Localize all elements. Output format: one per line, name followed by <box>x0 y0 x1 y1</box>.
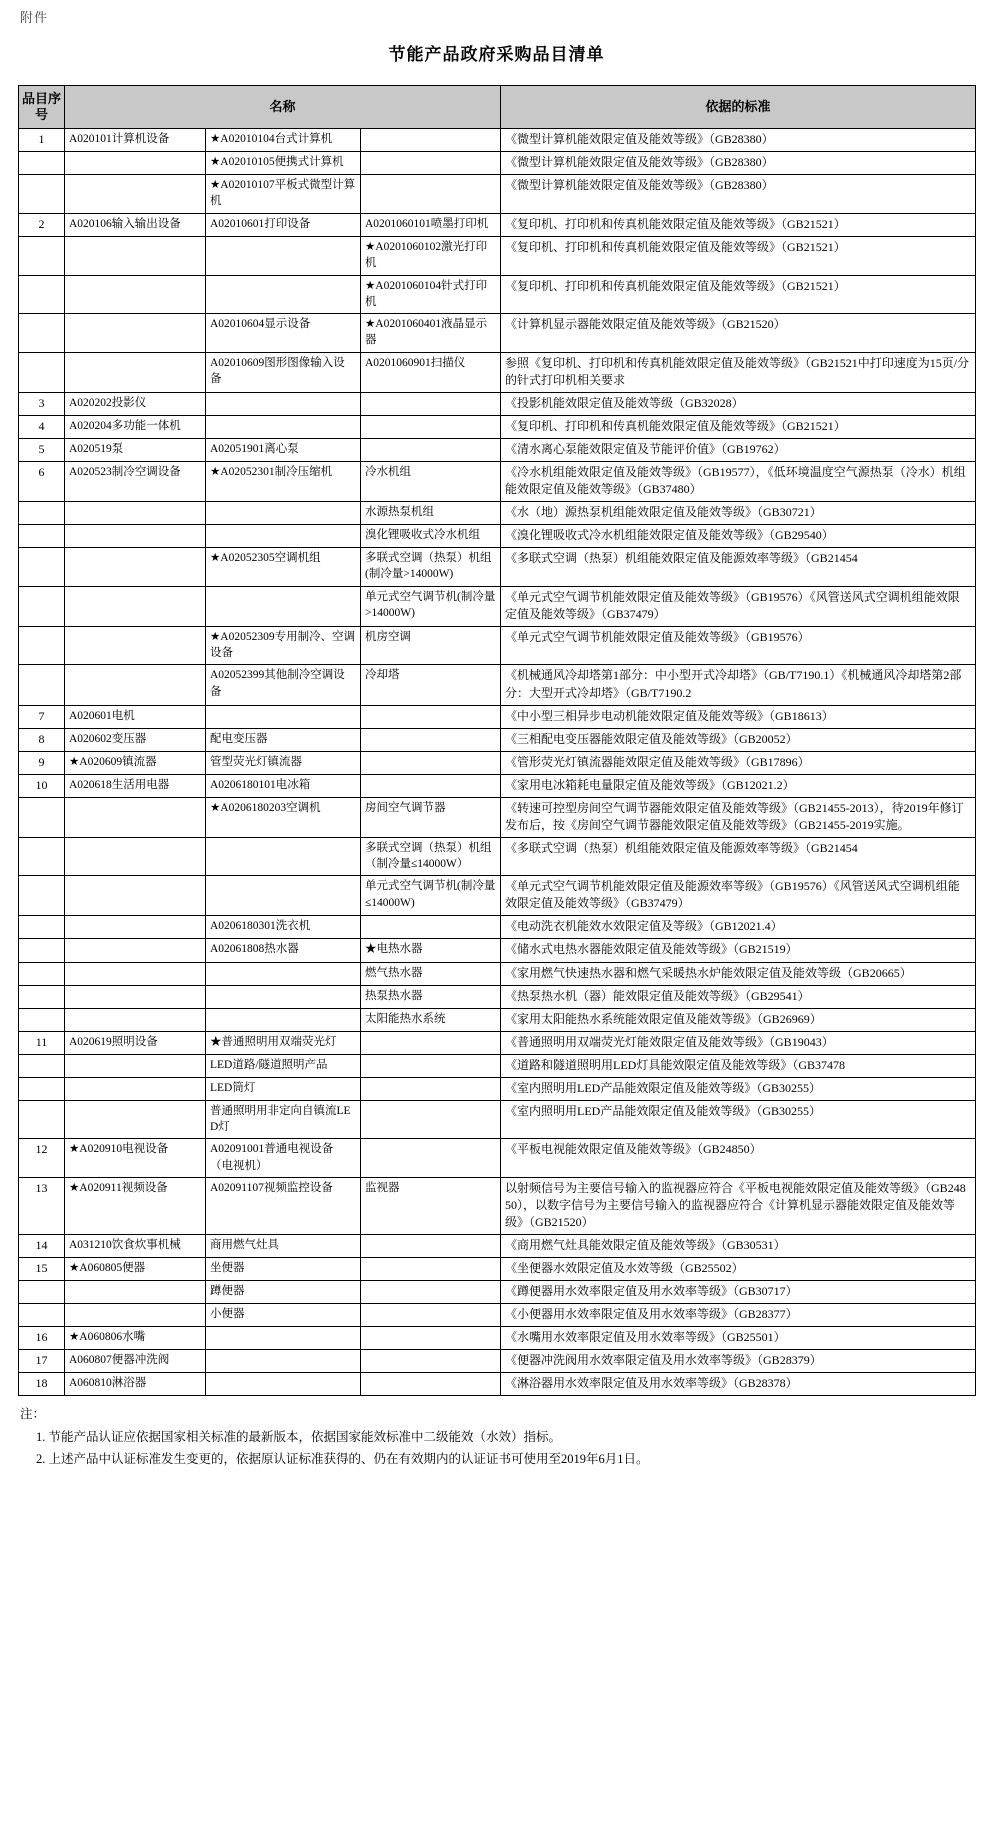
cell-category-level2 <box>206 1327 361 1350</box>
table-row <box>19 392 976 415</box>
cell-category-level3 <box>361 1281 501 1304</box>
cell-category-level2: 普通照明用非定向自镇流LED灯 <box>206 1100 361 1139</box>
cell-standard: 《蹲便器用水效率限定值及用水效率等级》（GB30717） <box>501 1281 976 1304</box>
cell-standard: 《清水离心泵能效限定值及节能评价值》（GB19762） <box>501 438 976 461</box>
cell-seq: 2 <box>19 213 65 236</box>
cell-standard: 《三相配电变压器能效限定值及能效等级》（GB20052） <box>501 728 976 751</box>
cell-standard: 《电动洗衣机能效水效限定值及等级》（GB12021.4） <box>501 916 976 939</box>
notes-section <box>20 1404 975 1471</box>
table-row <box>19 213 976 236</box>
cell-standard: 《便器冲洗阀用水效率限定值及用水效率等级》（GB28379） <box>501 1350 976 1373</box>
table-row <box>19 525 976 548</box>
cell-seq <box>19 797 65 837</box>
cell-standard: 《机械通风冷却塔第1部分：中小型开式冷却塔》（GB/T7190.1）《机械通风冷却塔第2部分：大型开式冷却塔》（GB/T7190.2 <box>501 665 976 705</box>
cell-standard: 《冷水机组能效限定值及能效等级》（GB19577），《低环境温度空气源热泵（冷水）机组能效限定值及能效等级》（GB37480） <box>501 461 976 501</box>
cell-category-level1: A020601电机 <box>65 705 206 728</box>
cell-standard: 《复印机、打印机和传真机能效限定值及能效等级》（GB21521） <box>501 236 976 275</box>
cell-category-level2 <box>206 236 361 275</box>
cell-category-level3 <box>361 1077 501 1100</box>
cell-category-level1 <box>65 586 206 626</box>
cell-category-level1 <box>65 152 206 175</box>
table-row <box>19 1077 976 1100</box>
cell-category-level2: 小便器 <box>206 1304 361 1327</box>
cell-seq <box>19 352 65 392</box>
table-row <box>19 939 976 962</box>
cell-category-level1: A060810淋浴器 <box>65 1373 206 1396</box>
cell-standard: 《复印机、打印机和传真机能效限定值及能效等级》（GB21521） <box>501 275 976 314</box>
cell-category-level1 <box>65 352 206 392</box>
cell-category-level3: 单元式空气调节机(制冷量>14000W) <box>361 586 501 626</box>
cell-seq: 10 <box>19 774 65 797</box>
cell-seq <box>19 275 65 314</box>
cell-category-level3: A0201060101喷墨打印机 <box>361 213 501 236</box>
cell-standard: 《小便器用水效率限定值及用水效率等级》（GB28377） <box>501 1304 976 1327</box>
cell-category-level2: LED筒灯 <box>206 1077 361 1100</box>
cell-category-level2: 配电变压器 <box>206 728 361 751</box>
cell-standard: 《微型计算机能效限定值及能效等级》（GB28380） <box>501 152 976 175</box>
table-row <box>19 1139 976 1178</box>
cell-category-level2: A02061808热水器 <box>206 939 361 962</box>
cell-category-level1 <box>65 548 206 587</box>
cell-category-level3: 单元式空气调节机(制冷量≤14000W) <box>361 876 501 916</box>
table-row <box>19 438 976 461</box>
cell-category-level2 <box>206 1373 361 1396</box>
table-row <box>19 1350 976 1373</box>
cell-category-level1 <box>65 1100 206 1139</box>
cell-seq: 7 <box>19 705 65 728</box>
cell-category-level1 <box>65 502 206 525</box>
cell-standard: 《复印机、打印机和传真机能效限定值及能效等级》（GB21521） <box>501 415 976 438</box>
cell-seq: 4 <box>19 415 65 438</box>
cell-category-level2 <box>206 502 361 525</box>
cell-standard: 《储水式电热水器能效限定值及能效等级》（GB21519） <box>501 939 976 962</box>
cell-standard: 《多联式空调（热泵）机组能效限定值及能源效率等级》（GB21454 <box>501 548 976 587</box>
cell-category-level2: ★A02052305空调机组 <box>206 548 361 587</box>
table-row <box>19 728 976 751</box>
cell-category-level2: ★A02052301制冷压缩机 <box>206 461 361 501</box>
cell-category-level3 <box>361 129 501 152</box>
cell-seq <box>19 175 65 214</box>
table-row <box>19 502 976 525</box>
cell-category-level1: ★A020609镇流器 <box>65 751 206 774</box>
cell-category-level2 <box>206 985 361 1008</box>
page-title: 节能产品政府采购品目清单 <box>388 44 605 64</box>
table-row <box>19 236 976 275</box>
cell-seq <box>19 939 65 962</box>
cell-standard: 《计算机显示器能效限定值及能效等级》（GB21520） <box>501 314 976 353</box>
cell-category-level1 <box>65 985 206 1008</box>
header-row <box>19 85 976 129</box>
cell-category-level1 <box>65 525 206 548</box>
table-row <box>19 876 976 916</box>
cell-standard: 《家用太阳能热水系统能效限定值及能效等级》（GB26969） <box>501 1008 976 1031</box>
cell-category-level2 <box>206 962 361 985</box>
cell-category-level1 <box>65 962 206 985</box>
table-body <box>19 129 976 1396</box>
cell-standard: 《多联式空调（热泵）机组能效限定值及能源效率等级》（GB21454 <box>501 837 976 876</box>
cell-category-level3 <box>361 1235 501 1258</box>
cell-seq <box>19 837 65 876</box>
cell-category-level3: 溴化锂吸收式冷水机组 <box>361 525 501 548</box>
cell-category-level2 <box>206 876 361 916</box>
cell-seq <box>19 665 65 705</box>
cell-seq <box>19 1077 65 1100</box>
cell-category-level3 <box>361 152 501 175</box>
cell-category-level1 <box>65 275 206 314</box>
table-row <box>19 129 976 152</box>
cell-category-level3 <box>361 415 501 438</box>
table-row <box>19 1100 976 1139</box>
cell-category-level2: ★A02010107平板式微型计算机 <box>206 175 361 214</box>
cell-category-level2 <box>206 275 361 314</box>
cell-seq: 15 <box>19 1258 65 1281</box>
cell-seq: 3 <box>19 392 65 415</box>
cell-seq <box>19 916 65 939</box>
cell-category-level3 <box>361 728 501 751</box>
cell-seq <box>19 1100 65 1139</box>
cell-category-level2: LED道路/隧道照明产品 <box>206 1054 361 1077</box>
cell-category-level2: A02091107视频监控设备 <box>206 1178 361 1235</box>
cell-standard: 《转速可控型房间空气调节器能效限定值及能效等级》（GB21455-2013），待2019年修订发布后，按《房间空气调节器能效限定值及能效等级》（GB21455-2019实施。 <box>501 797 976 837</box>
cell-category-level3: 房间空气调节器 <box>361 797 501 837</box>
cell-seq <box>19 626 65 665</box>
cell-seq: 12 <box>19 1139 65 1178</box>
cell-category-level3: 冷却塔 <box>361 665 501 705</box>
cell-category-level2 <box>206 586 361 626</box>
cell-category-level2: ★A02052309专用制冷、空调设备 <box>206 626 361 665</box>
table-row <box>19 705 976 728</box>
cell-seq: 13 <box>19 1178 65 1235</box>
cell-category-level3 <box>361 1100 501 1139</box>
cell-standard: 《单元式空气调节机能效限定值及能源效率等级》（GB19576）《风管送风式空调机组能效限定值及能效等级》（GB37479） <box>501 876 976 916</box>
cell-category-level1 <box>65 1077 206 1100</box>
header-seq: 品目序号 <box>19 85 65 129</box>
table-row <box>19 152 976 175</box>
table-row <box>19 751 976 774</box>
cell-category-level1 <box>65 236 206 275</box>
cell-seq <box>19 502 65 525</box>
cell-standard: 《普通照明用双端荧光灯能效限定值及能效等级》（GB19043） <box>501 1031 976 1054</box>
cell-category-level2 <box>206 1350 361 1373</box>
cell-category-level1 <box>65 939 206 962</box>
cell-standard: 《复印机、打印机和传真机能效限定值及能效等级》（GB21521） <box>501 213 976 236</box>
cell-category-level1: A031210饮食炊事机械 <box>65 1235 206 1258</box>
cell-category-level2: A02051901离心泵 <box>206 438 361 461</box>
cell-seq: 14 <box>19 1235 65 1258</box>
cell-category-level3 <box>361 751 501 774</box>
cell-category-level3: 燃气热水器 <box>361 962 501 985</box>
cell-standard: 《投影机能效限定值及能效等级（GB32028） <box>501 392 976 415</box>
cell-category-level1: ★A060806水嘴 <box>65 1327 206 1350</box>
cell-category-level3: 机房空调 <box>361 626 501 665</box>
cell-category-level1 <box>65 175 206 214</box>
cell-category-level1: A020618生活用电器 <box>65 774 206 797</box>
cell-standard: 《管形荧光灯镇流器能效限定值及能效等级》（GB17896） <box>501 751 976 774</box>
cell-standard: 参照《复印机、打印机和传真机能效限定值及能效等级》（GB21521中打印速度为15页/分的针式打印机相关要求 <box>501 352 976 392</box>
cell-category-level1 <box>65 665 206 705</box>
table-row <box>19 352 976 392</box>
cell-seq: 1 <box>19 129 65 152</box>
cell-standard: 《坐便器水效限定值及水效等级（GB25502） <box>501 1258 976 1281</box>
cell-category-level2: ★A0206180203空调机 <box>206 797 361 837</box>
table-row <box>19 548 976 587</box>
cell-seq: 5 <box>19 438 65 461</box>
cell-category-level1 <box>65 1304 206 1327</box>
table-row <box>19 1054 976 1077</box>
table-row <box>19 415 976 438</box>
cell-seq <box>19 525 65 548</box>
cell-seq <box>19 962 65 985</box>
cell-category-level3 <box>361 1031 501 1054</box>
cell-category-level1 <box>65 837 206 876</box>
cell-category-level1 <box>65 797 206 837</box>
cell-category-level2: 商用燃气灶具 <box>206 1235 361 1258</box>
cell-standard: 《中小型三相异步电动机能效限定值及能效等级》（GB18613） <box>501 705 976 728</box>
table-row <box>19 1281 976 1304</box>
cell-seq <box>19 152 65 175</box>
cell-category-level2 <box>206 705 361 728</box>
table-row <box>19 175 976 214</box>
table-row <box>19 1008 976 1031</box>
cell-category-level3: 监视器 <box>361 1178 501 1235</box>
cell-standard: 以射频信号为主要信号输入的监视器应符合《平板电视能效限定值及能效等级》（GB24850），以数字信号为主要信号输入的监视器应符合《计算机显示器能效限定值及能效等级》（GB21520） <box>501 1178 976 1235</box>
cell-standard: 《水（地）源热泵机组能效限定值及能效等级》（GB30721） <box>501 502 976 525</box>
table-row <box>19 1373 976 1396</box>
cell-category-level3: A0201060901扫描仪 <box>361 352 501 392</box>
cell-seq: 17 <box>19 1350 65 1373</box>
cell-standard: 《微型计算机能效限定值及能效等级》（GB28380） <box>501 175 976 214</box>
cell-category-level1: A060807便器冲洗阀 <box>65 1350 206 1373</box>
cell-category-level2: 管型荧光灯镇流器 <box>206 751 361 774</box>
cell-category-level2: 坐便器 <box>206 1258 361 1281</box>
cell-category-level3 <box>361 774 501 797</box>
cell-category-level1 <box>65 1008 206 1031</box>
cell-category-level1: A020204多功能一体机 <box>65 415 206 438</box>
cell-category-level2: A02010601打印设备 <box>206 213 361 236</box>
cell-category-level1 <box>65 1281 206 1304</box>
attachment-label: 附件 <box>20 10 49 25</box>
cell-category-level3 <box>361 1258 501 1281</box>
cell-seq <box>19 1281 65 1304</box>
table-row <box>19 665 976 705</box>
cell-seq <box>19 314 65 353</box>
cell-standard: 《微型计算机能效限定值及能效等级》（GB28380） <box>501 129 976 152</box>
cell-category-level3: 热泵热水器 <box>361 985 501 1008</box>
cell-standard: 《平板电视能效限定值及能效等级》（GB24850） <box>501 1139 976 1178</box>
cell-category-level3: 太阳能热水系统 <box>361 1008 501 1031</box>
cell-category-level2: A02052399其他制冷空调设备 <box>206 665 361 705</box>
cell-standard: 《溴化锂吸收式冷水机组能效限定值及能效等级》（GB29540） <box>501 525 976 548</box>
cell-category-level2: A0206180301洗衣机 <box>206 916 361 939</box>
cell-seq <box>19 1054 65 1077</box>
cell-category-level3: 冷水机组 <box>361 461 501 501</box>
cell-seq: 16 <box>19 1327 65 1350</box>
cell-category-level3 <box>361 916 501 939</box>
table-row <box>19 1258 976 1281</box>
cell-seq: 6 <box>19 461 65 501</box>
cell-category-level3 <box>361 1373 501 1396</box>
table-row <box>19 985 976 1008</box>
table-row <box>19 461 976 501</box>
cell-standard: 《室内照明用LED产品能效限定值及能效等级》（GB30255） <box>501 1100 976 1139</box>
cell-seq: 8 <box>19 728 65 751</box>
cell-category-level1: A020202投影仪 <box>65 392 206 415</box>
cell-category-level1: ★A020910电视设备 <box>65 1139 206 1178</box>
cell-category-level1 <box>65 1054 206 1077</box>
cell-standard: 《家用燃气快速热水器和燃气采暖热水炉能效限定值及能效等级（GB20665） <box>501 962 976 985</box>
cell-category-level1 <box>65 876 206 916</box>
cell-seq <box>19 236 65 275</box>
table-row <box>19 797 976 837</box>
cell-category-level3 <box>361 175 501 214</box>
cell-seq: 11 <box>19 1031 65 1054</box>
cell-category-level2: ★A02010105便携式计算机 <box>206 152 361 175</box>
cell-seq <box>19 548 65 587</box>
cell-seq <box>19 1008 65 1031</box>
cell-standard: 《道路和隧道照明用LED灯具能效限定值及能效等级》（GB37478 <box>501 1054 976 1077</box>
table-row <box>19 837 976 876</box>
cell-category-level1: A020619照明设备 <box>65 1031 206 1054</box>
table-row <box>19 962 976 985</box>
cell-standard: 《热泵热水机（器）能效限定值及能效等级》（GB29541） <box>501 985 976 1008</box>
cell-standard: 《商用燃气灶具能效限定值及能效等级》（GB30531） <box>501 1235 976 1258</box>
cell-category-level3: 多联式空调（热泵）机组(制冷量>14000W) <box>361 548 501 587</box>
cell-seq: 18 <box>19 1373 65 1396</box>
cell-standard: 《单元式空气调节机能效限定值及能效等级》（GB19576） <box>501 626 976 665</box>
cell-category-level3: ★A0201060401液晶显示器 <box>361 314 501 353</box>
cell-category-level3: ★A0201060102激光打印机 <box>361 236 501 275</box>
table-row <box>19 774 976 797</box>
cell-category-level1: A020519泵 <box>65 438 206 461</box>
cell-seq <box>19 985 65 1008</box>
cell-category-level1: A020523制冷空调设备 <box>65 461 206 501</box>
cell-category-level3 <box>361 1304 501 1327</box>
table-row <box>19 1327 976 1350</box>
cell-category-level1 <box>65 916 206 939</box>
cell-category-level2 <box>206 525 361 548</box>
cell-category-level1: A020101计算机设备 <box>65 129 206 152</box>
cell-category-level3 <box>361 1327 501 1350</box>
cell-category-level2: A02091001普通电视设备（电视机） <box>206 1139 361 1178</box>
cell-category-level3: ★电热水器 <box>361 939 501 962</box>
table-row <box>19 586 976 626</box>
cell-category-level2: ★A02010104台式计算机 <box>206 129 361 152</box>
table-row <box>19 1178 976 1235</box>
table-row <box>19 916 976 939</box>
cell-category-level1: A020602变压器 <box>65 728 206 751</box>
cell-category-level3: ★A0201060104针式打印机 <box>361 275 501 314</box>
cell-standard: 《家用电冰箱耗电量限定值及能效等级》（GB12021.2） <box>501 774 976 797</box>
cell-category-level3 <box>361 1054 501 1077</box>
cell-category-level3 <box>361 1139 501 1178</box>
cell-category-level2: A02010604显示设备 <box>206 314 361 353</box>
cell-category-level1: ★A060805便器 <box>65 1258 206 1281</box>
cell-category-level2 <box>206 392 361 415</box>
table-row <box>19 1031 976 1054</box>
cell-category-level2: 蹲便器 <box>206 1281 361 1304</box>
cell-standard: 《单元式空气调节机能效限定值及能效等级》（GB19576）《风管送风式空调机组能效限定值及能效等级》（GB37479） <box>501 586 976 626</box>
catalog-table <box>18 85 976 1397</box>
cell-category-level1: ★A020911视频设备 <box>65 1178 206 1235</box>
cell-seq <box>19 876 65 916</box>
cell-category-level2 <box>206 1008 361 1031</box>
cell-seq <box>19 1304 65 1327</box>
table-header <box>19 85 976 129</box>
cell-standard: 《水嘴用水效率限定值及用水效率等级》（GB25501） <box>501 1327 976 1350</box>
table-row <box>19 1235 976 1258</box>
table-row <box>19 626 976 665</box>
cell-category-level3 <box>361 392 501 415</box>
cell-category-level1: A020106输入输出设备 <box>65 213 206 236</box>
cell-standard: 《室内照明用LED产品能效限定值及能效等级》（GB30255） <box>501 1077 976 1100</box>
cell-seq: 9 <box>19 751 65 774</box>
notes-heading: 注： <box>20 1407 46 1422</box>
cell-standard: 《淋浴器用水效率限定值及用水效率等级》（GB28378） <box>501 1373 976 1396</box>
cell-category-level1 <box>65 626 206 665</box>
cell-category-level3 <box>361 1350 501 1373</box>
cell-category-level3 <box>361 438 501 461</box>
header-standard: 依据的标准 <box>501 85 976 129</box>
cell-category-level3 <box>361 705 501 728</box>
cell-category-level3: 水源热泵机组 <box>361 502 501 525</box>
header-name: 名称 <box>65 85 501 129</box>
table-row <box>19 1304 976 1327</box>
cell-category-level1 <box>65 314 206 353</box>
cell-category-level2: A02010609图形图像输入设备 <box>206 352 361 392</box>
table-row <box>19 314 976 353</box>
note-item: 1. 节能产品认证应依据国家相关标准的最新版本，依据国家能效标准中二级能效（水效）指标。 <box>36 1430 562 1445</box>
cell-category-level2: A0206180101电冰箱 <box>206 774 361 797</box>
note-item: 2. 上述产品中认证标准发生变更的，依据原认证标准获得的、仍在有效期内的认证证书可使用至2019年6月1日。 <box>36 1452 649 1467</box>
cell-category-level2 <box>206 415 361 438</box>
cell-category-level2 <box>206 837 361 876</box>
cell-category-level2: ★普通照明用双端荧光灯 <box>206 1031 361 1054</box>
cell-category-level3: 多联式空调（热泵）机组（制冷量≤14000W） <box>361 837 501 876</box>
cell-seq <box>19 586 65 626</box>
table-row <box>19 275 976 314</box>
